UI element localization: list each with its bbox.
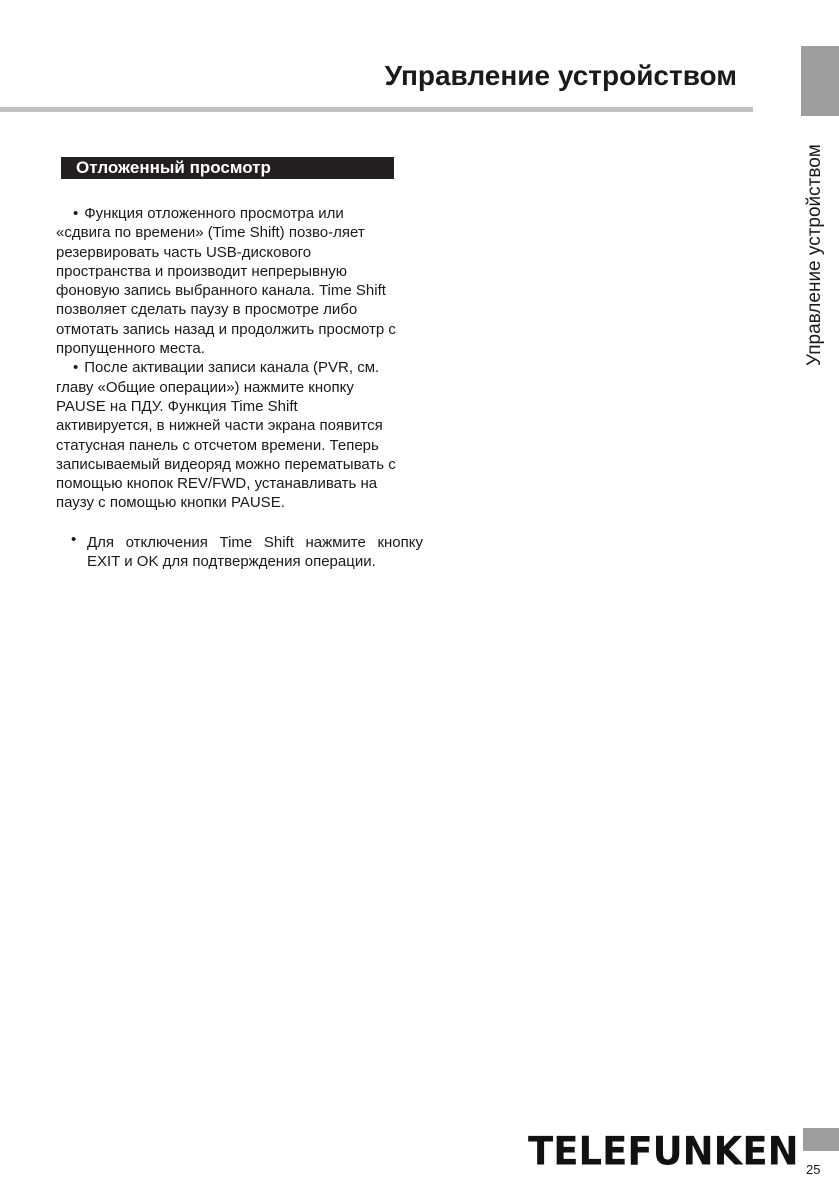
paragraph — [56, 204, 396, 358]
side-tab-marker — [801, 46, 839, 116]
paragraph-text: После активации записи канала (PVR, см. главу «Общие операции») нажмите кнопку PAUSE на ПДУ. Функция Time Shift активируется, в нижней части экрана появится статусная панель с отсчетом времени. Теперь записываемый видеоряд можно перематывать с помощью кнопок REV/FWD, устанавливать на паузу с помощью кнопки PAUSE. — [56, 359, 396, 512]
side-tab-label: Управление устройством — [804, 144, 825, 366]
bullet-icon: • — [73, 359, 79, 377]
bullet-icon: • — [71, 531, 77, 548]
page-number: 25 — [806, 1162, 821, 1177]
list-item — [71, 533, 423, 572]
page-marker — [803, 1128, 839, 1151]
page-title: Управление устройством — [384, 60, 737, 91]
list-item-text: Для отключения Time Shift нажмите кнопку EXIT и OK для подтверждения операции. — [87, 534, 423, 571]
bullet-icon: • — [73, 205, 79, 222]
paragraph-text: Функция отложенного просмотра или «сдвига по времени» (Time Shift) позво-ляет резервировать часть USB-дискового пространства и производит непрерывную фоновую запись выбранного канала. Time Shift позволяет сделать паузу в просмотре либо отмотать запись назад и продолжить просмотр с пропущенного места. — [56, 205, 396, 358]
section-body — [56, 204, 396, 513]
header-rule — [0, 107, 753, 112]
paragraph — [56, 358, 396, 512]
section-heading: Отложенный просмотр — [61, 157, 394, 179]
brand-logo: TELEFUNKEN — [528, 1128, 799, 1175]
